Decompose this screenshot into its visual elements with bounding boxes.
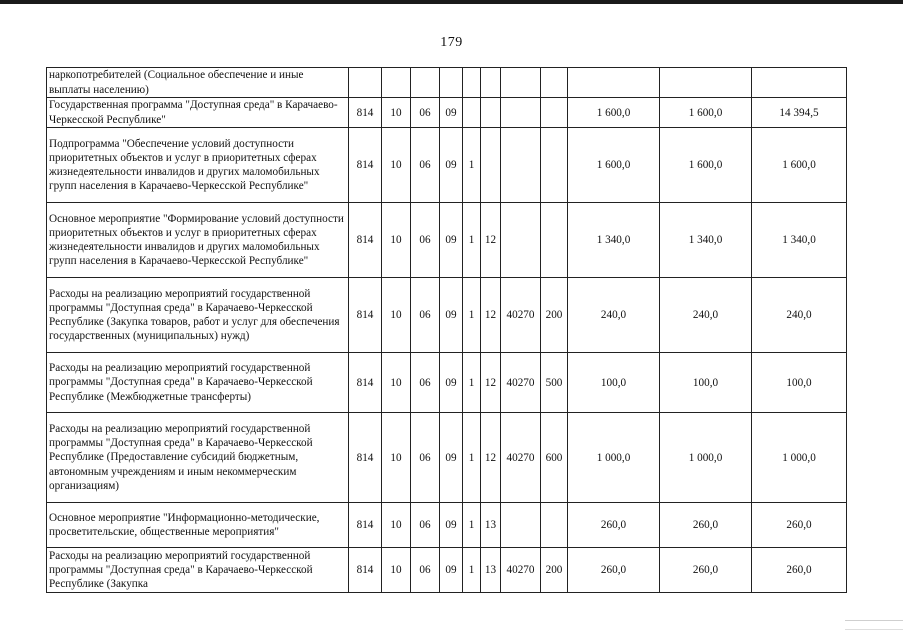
subprogram-code: 1 — [463, 353, 481, 413]
subprogram-code: 1 — [463, 278, 481, 353]
row-name: Расходы на реализацию мероприятий государственной программы "Доступная среда" в Карачаево-Черкесской Республике (Закупка товаров, работ и услуг для обеспечения государственных (муниципальных) нужд) — [47, 278, 349, 353]
table-row — [47, 98, 847, 128]
table-row — [47, 548, 847, 593]
section-code: 10 — [382, 413, 411, 503]
direction-code: 40270 — [501, 278, 541, 353]
expense-type-code: 200 — [541, 278, 568, 353]
subprogram-code: 1 — [463, 128, 481, 203]
admin-code: 814 — [349, 503, 382, 548]
subsection-code: 06 — [411, 278, 440, 353]
expense-type-code: 600 — [541, 413, 568, 503]
admin-code — [349, 68, 382, 98]
section-code: 10 — [382, 548, 411, 593]
program-code: 09 — [440, 353, 463, 413]
scan-edge-line — [845, 629, 903, 630]
expense-type-code: 500 — [541, 353, 568, 413]
admin-code: 814 — [349, 203, 382, 278]
amount-col-2: 1 600,0 — [660, 128, 752, 203]
admin-code: 814 — [349, 548, 382, 593]
program-code: 09 — [440, 98, 463, 128]
amount-col-3: 100,0 — [752, 353, 847, 413]
expense-type-code: 200 — [541, 548, 568, 593]
amount-col-3: 240,0 — [752, 278, 847, 353]
section-code — [382, 68, 411, 98]
section-code: 10 — [382, 128, 411, 203]
amount-col-1: 1 340,0 — [568, 203, 660, 278]
amount-col-3: 260,0 — [752, 548, 847, 593]
expense-type-code — [541, 128, 568, 203]
amount-col-2: 1 340,0 — [660, 203, 752, 278]
subprogram-code: 1 — [463, 548, 481, 593]
amount-col-2: 260,0 — [660, 503, 752, 548]
amount-col-2: 100,0 — [660, 353, 752, 413]
program-code — [440, 68, 463, 98]
row-name: Государственная программа "Доступная среда" в Карачаево-Черкесской Республике" — [47, 98, 349, 128]
event-code: 13 — [481, 548, 501, 593]
amount-col-3: 1 340,0 — [752, 203, 847, 278]
event-code: 12 — [481, 413, 501, 503]
subsection-code: 06 — [411, 413, 440, 503]
admin-code: 814 — [349, 278, 382, 353]
row-name: Расходы на реализацию мероприятий государственной программы "Доступная среда" в Карачаево-Черкесской Республике (Межбюджетные трансферты) — [47, 353, 349, 413]
budget-table — [46, 67, 847, 593]
subprogram-code: 1 — [463, 503, 481, 548]
amount-col-2: 1 600,0 — [660, 98, 752, 128]
amount-col-1: 1 600,0 — [568, 98, 660, 128]
amount-col-2: 240,0 — [660, 278, 752, 353]
event-code — [481, 98, 501, 128]
table-row — [47, 503, 847, 548]
event-code: 12 — [481, 203, 501, 278]
scan-edge-line — [845, 620, 903, 621]
amount-col-1: 1 000,0 — [568, 413, 660, 503]
table-row — [47, 128, 847, 203]
direction-code: 40270 — [501, 548, 541, 593]
section-code: 10 — [382, 353, 411, 413]
row-name: Подпрограмма "Обеспечение условий доступности приоритетных объектов и услуг в приоритетных сферах жизнедеятельности инвалидов и других маломобильных групп населения в Карачаево-Черкесской Республике" — [47, 128, 349, 203]
admin-code: 814 — [349, 413, 382, 503]
table-row — [47, 413, 847, 503]
program-code: 09 — [440, 278, 463, 353]
program-code: 09 — [440, 203, 463, 278]
amount-col-3: 260,0 — [752, 503, 847, 548]
top-rule — [0, 0, 903, 4]
amount-col-3 — [752, 68, 847, 98]
row-name: Расходы на реализацию мероприятий государственной программы "Доступная среда" в Карачаево-Черкесской Республике (Закупка — [47, 548, 349, 593]
amount-col-2: 1 000,0 — [660, 413, 752, 503]
section-code: 10 — [382, 503, 411, 548]
program-code: 09 — [440, 413, 463, 503]
amount-col-1 — [568, 68, 660, 98]
direction-code: 40270 — [501, 353, 541, 413]
amount-col-1: 1 600,0 — [568, 128, 660, 203]
section-code: 10 — [382, 98, 411, 128]
table-row — [47, 278, 847, 353]
subsection-code: 06 — [411, 128, 440, 203]
subsection-code: 06 — [411, 98, 440, 128]
event-code — [481, 128, 501, 203]
direction-code — [501, 98, 541, 128]
amount-col-1: 260,0 — [568, 503, 660, 548]
subsection-code: 06 — [411, 548, 440, 593]
subprogram-code: 1 — [463, 203, 481, 278]
section-code: 10 — [382, 203, 411, 278]
event-code — [481, 68, 501, 98]
direction-code — [501, 128, 541, 203]
row-name: Расходы на реализацию мероприятий государственной программы "Доступная среда" в Карачаево-Черкесской Республике (Предоставление субсидий бюджетным, автономным учреждениям и иным некоммерческим организациям) — [47, 413, 349, 503]
direction-code — [501, 203, 541, 278]
event-code: 12 — [481, 278, 501, 353]
admin-code: 814 — [349, 353, 382, 413]
event-code: 12 — [481, 353, 501, 413]
subsection-code: 06 — [411, 353, 440, 413]
direction-code — [501, 68, 541, 98]
row-name: Основное мероприятие "Информационно-методические, просветительские, общественные мероприятия" — [47, 503, 349, 548]
table-row — [47, 203, 847, 278]
expense-type-code — [541, 98, 568, 128]
amount-col-3: 1 000,0 — [752, 413, 847, 503]
section-code: 10 — [382, 278, 411, 353]
event-code: 13 — [481, 503, 501, 548]
direction-code: 40270 — [501, 413, 541, 503]
table-body — [47, 68, 847, 593]
program-code: 09 — [440, 548, 463, 593]
subprogram-code — [463, 98, 481, 128]
amount-col-1: 260,0 — [568, 548, 660, 593]
subprogram-code — [463, 68, 481, 98]
table-row — [47, 68, 847, 98]
expense-type-code — [541, 203, 568, 278]
expense-type-code — [541, 503, 568, 548]
subsection-code: 06 — [411, 203, 440, 278]
amount-col-3: 1 600,0 — [752, 128, 847, 203]
program-code: 09 — [440, 503, 463, 548]
amount-col-3: 14 394,5 — [752, 98, 847, 128]
amount-col-1: 240,0 — [568, 278, 660, 353]
direction-code — [501, 503, 541, 548]
subsection-code: 06 — [411, 503, 440, 548]
subsection-code — [411, 68, 440, 98]
subprogram-code: 1 — [463, 413, 481, 503]
program-code: 09 — [440, 128, 463, 203]
row-name: наркопотребителей (Социальное обеспечение и иные выплаты населению) — [47, 68, 349, 98]
page-number: 179 — [440, 35, 463, 50]
amount-col-2: 260,0 — [660, 548, 752, 593]
admin-code: 814 — [349, 98, 382, 128]
table-row — [47, 353, 847, 413]
expense-type-code — [541, 68, 568, 98]
amount-col-1: 100,0 — [568, 353, 660, 413]
admin-code: 814 — [349, 128, 382, 203]
amount-col-2 — [660, 68, 752, 98]
row-name: Основное мероприятие "Формирование условий доступности приоритетных объектов и услуг в приоритетных сферах жизнедеятельности инвалидов и других маломобильных групп населения в Карачаево-Черкесской Республике" — [47, 203, 349, 278]
